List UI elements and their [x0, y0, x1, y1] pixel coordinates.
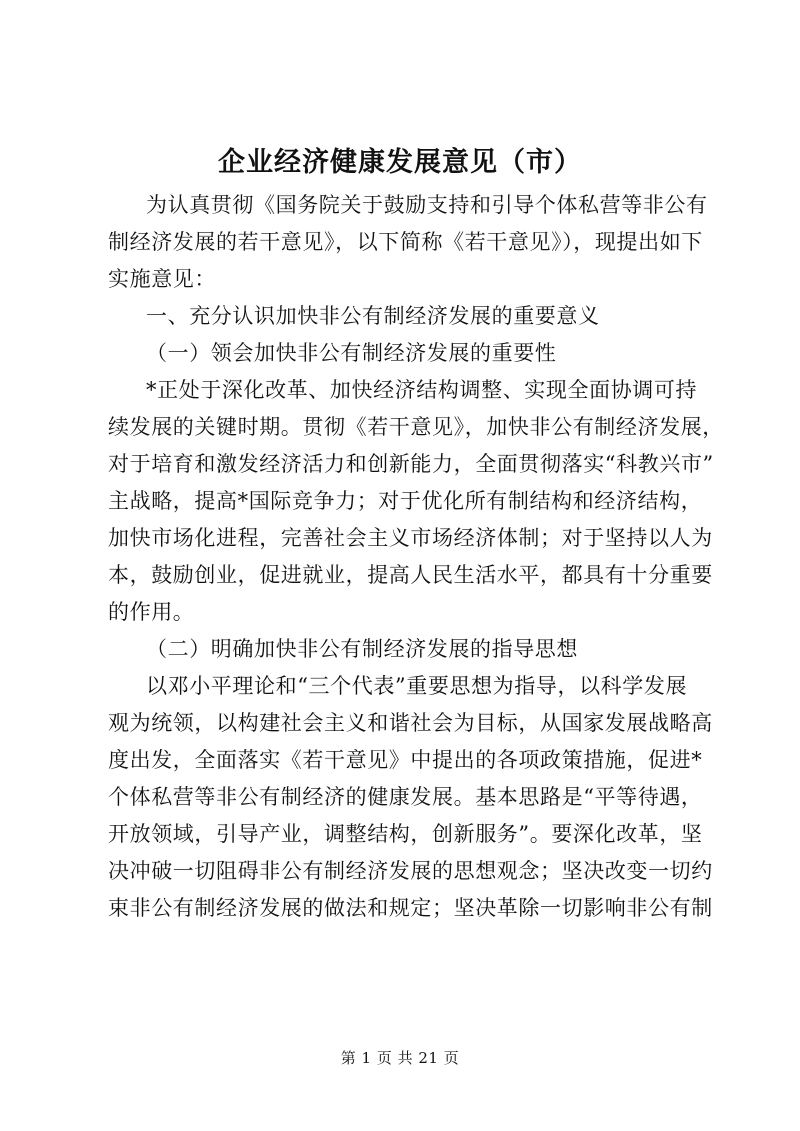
paragraph-line: 开放领域，引导产业，调整结构，创新服务”。要深化改革，坚 [108, 822, 703, 846]
paragraph-line: *正处于深化改革、加快经济结构调整、实现全面协调可持 [146, 378, 698, 402]
paragraph-line: 续发展的关键时期。贯彻《若干意见》，加快非公有制经济发展， [108, 415, 724, 439]
section-heading: 一、充分认识加快非公有制经济发展的重要意义 [146, 304, 600, 328]
paragraph-line: 实施意见： [108, 267, 216, 291]
paragraph-line: 主战略，提高*国际竞争力；对于优化所有制结构和经济结构， [108, 489, 703, 513]
paragraph-line: 束非公有制经济发展的做法和规定；坚决革除一切影响非公有制 [108, 896, 713, 920]
page-number-footer: 第 1 页 共 21 页 [340, 1049, 460, 1067]
subsection-heading: （二）明确加快非公有制经济发展的指导思想 [146, 637, 578, 661]
paragraph-line: 本，鼓励创业，促进就业，提高人民生活水平，都具有十分重要 [108, 563, 713, 587]
document-title: 企业经济健康发展意见（市） [218, 147, 582, 178]
paragraph-line: 个体私营等非公有制经济的健康发展。基本思路是“平等待遇， [108, 785, 703, 809]
paragraph-line: 的作用。 [108, 600, 195, 624]
subsection-heading: （一）领会加快非公有制经济发展的重要性 [146, 341, 557, 365]
paragraph-line: 以邓小平理论和“三个代表”重要思想为指导，以科学发展 [146, 674, 688, 698]
paragraph-line: 决冲破一切阻碍非公有制经济发展的思想观念；坚决改变一切约 [108, 859, 713, 883]
paragraph-line: 对于培育和激发经济活力和创新能力，全面贯彻落实“科教兴市” [108, 452, 714, 476]
paragraph-line: 为认真贯彻《国务院关于鼓励支持和引导个体私营等非公有 [146, 193, 708, 217]
paragraph-line: 制经济发展的若干意见》，以下简称《若干意见》），现提出如下 [108, 230, 703, 254]
paragraph-line: 度出发，全面落实《若干意见》中提出的各项政策措施，促进* [108, 748, 703, 772]
document-body [108, 187, 724, 927]
paragraph-line: 加快市场化进程，完善社会主义市场经济体制；对于坚持以人为 [108, 526, 713, 550]
paragraph-line: 观为统领，以构建社会主义和谐社会为目标，从国家发展战略高 [108, 711, 713, 735]
